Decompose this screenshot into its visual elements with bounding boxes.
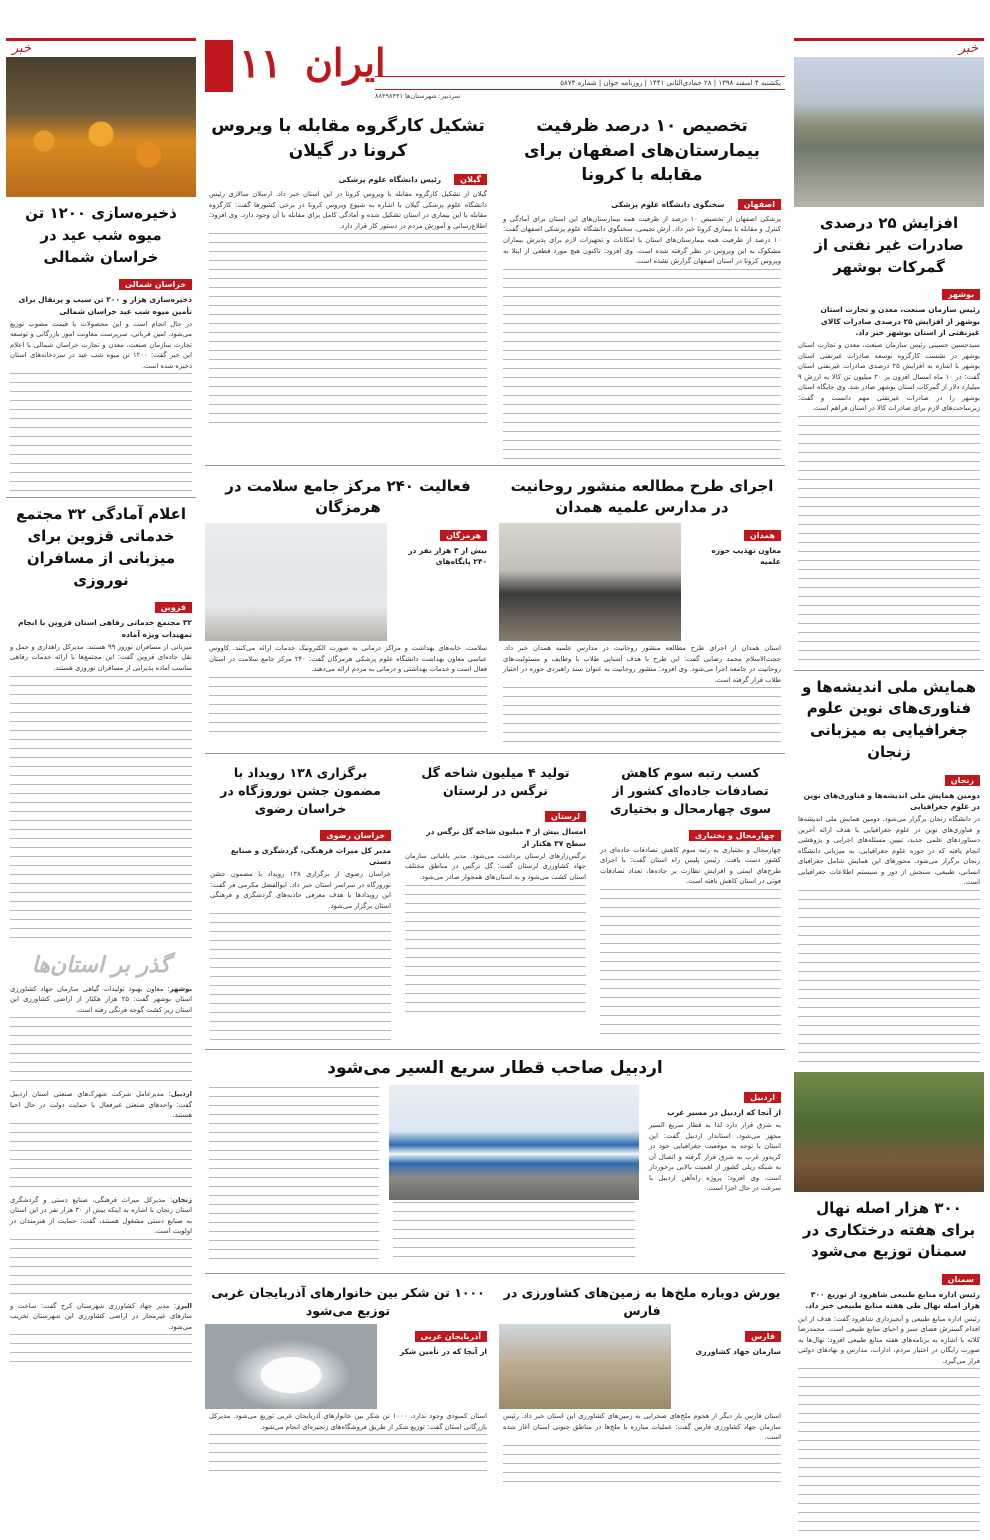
left-column <box>6 38 196 1366</box>
headline-bushehr-exports: افزایش ۲۵ درصدی صادرات غیر نفتی از گمرکات بوشهر <box>814 214 964 276</box>
body-khorasan-shomali: در حال انجام است و این محصولات با قیمت مصوب توزیع می‌شود. امین قربانی، سرپرست معاونت امور بازرگانی و توسعه تجارت سازمان صنعت، معدن و تجارت خراسان شمالی با اعلام این خبر گفت: ۱۲۰۰ تن میوه شب عید در سردخانه‌های استان ذخیره شده است. <box>10 319 193 370</box>
headline-khorasan-razavi: برگزاری ۱۳۸ رویداد با مضمون جشن نوروزگاه در خراسان رضوی <box>220 765 381 817</box>
body-fars-continued <box>503 1445 781 1485</box>
headline-qazvin: اعلام آمادگی ۳۲ مجتمع خدماتی قزوین برای میزبانی از مسافران نوروزی <box>16 505 186 589</box>
headline-khorasan-shomali: ذخیره‌سازی ۱۲۰۰ تن میوه شب عید در خراسان شمالی <box>25 204 177 266</box>
lead-lorestan: امسال بیش از ۴ میلیون شاخه گل نرگس در سطح ۳۷ هکتار از <box>426 827 586 848</box>
port-containers-photo <box>794 57 984 207</box>
brief-item: اردبیل: مدیرعامل شرکت شهرک‌های صنعتی استان اردبیل گفت: واحدهای صنعتی غیرفعال با حمایت دولت در حال احیا هستند. <box>10 1090 192 1120</box>
body-zanjan: در دانشگاه زنجان برگزار می‌شود. دومین همایش ملی اندیشه‌ها و فناوری‌های نوین در علوم جغرافیایی با هدف ارائه آخرین دستاوردهای علمی جدید، تبیین مسئله‌های اجرایی و پژوهشی انجام یافته که در حوزه علوم جغرافیایی، به میزبانی دانشگاه زنجان برگزار می‌شود. محورهای این همایش شامل جغرافیای انسانی، طبیعی، سنجش از دور و سیستم اطلاعات جغرافیایی است. <box>798 815 980 887</box>
story-gilan <box>205 108 491 461</box>
story-fars <box>499 1278 785 1487</box>
brand-name: ایران <box>305 40 386 85</box>
tag-khorasan-razavi: خراسان رضوی <box>320 830 391 841</box>
body-qazvin: میزبانی از مسافران نوروز ۹۹ هستند. مدیرکل راهداری و حمل و نقل جاده‌ای قزوین گفت: این مجتمع‌ها با ارائه خدمات رفاهی مناسب آماده پذیرایی از مسافران نوروزی هستند. <box>10 642 192 672</box>
divider <box>205 753 785 754</box>
body-lorestan-continued <box>405 885 586 1015</box>
body-gilan-continued <box>209 233 487 423</box>
subtag-gilan: رئیس دانشگاه علوم پزشکی <box>338 175 442 185</box>
fruit-storage-photo <box>6 57 196 197</box>
lead-ardabil: از آنجا که اردبیل در مسیر غرب <box>667 1107 781 1117</box>
body-hormozgan-continued <box>209 677 487 737</box>
headline-hormozgan: فعالیت ۲۴۰ مرکز جامع سلامت در هرمزگان <box>225 476 471 517</box>
brief-continued <box>10 1123 192 1193</box>
body-zanjan-continued <box>798 890 980 1070</box>
divider <box>794 670 984 671</box>
tag-bushehr: بوشهر <box>942 289 980 300</box>
brief-continued <box>10 1017 192 1087</box>
locust-field-photo <box>499 1324 671 1409</box>
story-hamedan <box>499 470 785 750</box>
divider <box>205 1049 785 1050</box>
body-ardabil-continued-b <box>209 1087 379 1267</box>
subtag-fars: سازمان جهاد کشاورزی <box>695 1347 781 1357</box>
story-azarbaijan <box>205 1278 491 1487</box>
body-azarbaijan: استان کمبودی وجود ندارد، ۱۰۰۰ تن شکر بین خانوارهای آذربایجان غربی توزیع می‌شود. مدیرکل بازرگانی استان گفت: توزیع شکر از طریق فروشگاه‌های زنجیره‌ای انجام می‌شود. <box>209 1412 487 1431</box>
brief-place: اردبیل <box>170 1090 192 1099</box>
story-chaharmahal <box>596 758 785 1045</box>
tag-fars: فارس <box>745 1331 781 1342</box>
headline-fars: یورش دوباره ملخ‌ها به زمین‌های کشاورزی در فارس <box>503 1284 781 1318</box>
lead-hormozgan: بیش از ۳ هزار نفر در ۲۴۰ پایگاه‌های <box>408 546 487 567</box>
body-bushehr-continued <box>798 416 980 666</box>
brief-place: زنجان <box>172 1195 193 1204</box>
tag-qazvin: قزوین <box>155 602 192 613</box>
divider <box>205 1273 785 1274</box>
subtag-hamedan: معاون تهذیب حوزه علمیه <box>711 546 781 567</box>
headline-zanjan-geography: همایش ملی اندیشه‌ها و فناوری‌های نوین علوم جغرافیایی به میزبانی زنجان <box>802 677 976 761</box>
headline-chaharmahal: کسب رتبه سوم کاهش تصادفات جاده‌ای کشور از سوی چهارمحال و بختیاری <box>609 765 772 817</box>
tag-chaharmahal: چهارمحال و بختیاری <box>689 830 781 841</box>
lead-bushehr: رئیس سازمان صنعت، معدن و تجارت استان بوشهر از افزایش ۲۵ درصدی صادرات کالای غیرنفتی از استان بوشهر خبر داد. <box>820 305 980 337</box>
headline-isfahan: تخصیص ۱۰ درصد ظرفیت بیمارستان‌های اصفهان برای مقابله با کرونا <box>524 116 760 186</box>
tag-lorestan: لرستان <box>545 811 586 822</box>
headline-gilan: تشکیل کارگروه مقابله با ویروس کرونا در گیلان <box>211 116 485 161</box>
body-ardabil-continued-a <box>393 1202 635 1262</box>
headline-lorestan: تولید ۴ میلیون شاخه گل نرگس در لرستان <box>421 765 570 799</box>
lead-khorasan-razavi: مدیر کل میراث فرهنگی، گردشگری و صنایع دستی <box>230 845 391 866</box>
body-chaharmahal: چهارمحال و بختیاری به رتبه سوم کاهش تصادفات جاده‌ای در کشور دست یافت. رئیس پلیس راه استان گفت: با اجرای طرح‌های ایمنی و افزایش نظارت بر جاده‌ها، تعداد تصادفات فوتی در استان کاهش یافته است. <box>600 845 781 886</box>
brief-text: مدیرعامل شرکت شهرک‌های صنعتی استان اردبیل گفت: واحدهای صنعتی غیرفعال با حمایت دولت در حال احیا هستند. <box>10 1090 192 1120</box>
brief-place: بوشهر <box>169 984 192 993</box>
main-area <box>205 38 785 1487</box>
brief-item: البرز: مدیر جهاد کشاورزی شهرستان کرج گفت: ساخت و سازهای غیرمجاز در اراضی کشاورزی این شهرستان تخریب می‌شود. <box>10 1301 193 1331</box>
brand-number: ۱۱ <box>239 40 282 87</box>
right-column <box>794 38 984 1540</box>
brief-text: مدیرکل میراث فرهنگی، صنایع دستی و گردشگری استان زنجان با اشاره به اینکه بیش از ۳۰ هزار نفر در این استان به صنایع دستی مشغول هستند، گفت: حمایت از هنرمندان در اولویت است. <box>10 1195 193 1236</box>
body-hamedan-continued <box>503 687 781 747</box>
body-hamedan: استان همدان از اجرای طرح مطالعه منشور روحانیت در مدارس علمیه همدان خبر داد. حجت‌الاسلام محمد رضایی گفت: این طرح با هدف آشنایی طلاب با وظایف و مسئولیت‌های روحانیت در جامعه اجرا می‌شود. وی افزود: منشور روحانیت به عنوان سند راهبردی حوزه در اختیار طلاب قرار گرفته است. <box>503 644 781 684</box>
issue-date: یکشنبه ۴ اسفند ۱۳۹۸ | ۲۸ جمادی‌الثانی ۱۴۴۱ | روزنامه جوان | شماره ۵۸۷۴ <box>560 79 781 87</box>
brief-item: بوشهر: معاون بهبود تولیدات گیاهی سازمان جهاد کشاورزی استان بوشهر گفت: ۲۵ هزار هکتار از اراضی کشاورزی این استان زیر کشت گوجه فرنگی رفته است. <box>10 984 192 1014</box>
tag-khorasan-shomali: خراسان شمالی <box>119 279 192 290</box>
high-speed-train-photo <box>389 1085 639 1200</box>
body-isfahan-continued <box>503 269 781 459</box>
tree-planting-photo <box>794 1072 984 1192</box>
story-khorasan-razavi <box>206 758 395 1045</box>
body-azarbaijan-continued <box>209 1434 487 1474</box>
tag-gilan: گیلان <box>454 174 487 185</box>
body-qazvin-continued <box>10 676 192 946</box>
editor-line: سردبیر: شهرستان‌ها ۸۸۴۹۸۴۴۱ <box>375 92 461 100</box>
body-bushehr: سیدحسین حسینی رئیس سازمان صنعت، معدن و تجارت استان بوشهر در نشست کارگروه توسعه صادرات غیرنفتی استان بوشهر با اشاره به افزایش ۲۵ درصدی صادرات غیرنفتی استان گفت: در ۱۰ ماه امسال افزون بر ۲۰ میلیون تن کالا به ارزش ۹ میلیارد دلار از گمرکات استان بوشهر صادر شد. وی جایگاه استان بوشهر را در صادرات غیرنفتی مهم دانست و گفت: زیرساخت‌های لازم برای صادرات کالا در استان فراهم است. <box>798 341 980 413</box>
body-hormozgan: سلامت، خانه‌های بهداشت و مراکز درمانی به صورت الکترونیک خدمات ارائه می‌کنند. کاووس عباسی معاون بهداشت دانشگاه علوم پزشکی هرمزگان گفت: ۲۴۰ مرکز جامع سلامت در استان فعال است و خدمات بهداشتی و درمانی به مردم ارائه می‌دهند. <box>209 644 487 674</box>
lead-qazvin: ۳۲ مجتمع خدماتی رفاهی استان قزوین با انجام تمهیدات ویژه آماده <box>18 618 192 639</box>
tag-azarbaijan: آذربایجان غربی <box>415 1331 487 1342</box>
brief-continued <box>10 1334 192 1364</box>
divider <box>6 497 196 498</box>
body-khorasan-razavi: خراسان رضوی از برگزاری ۱۳۸ رویداد با مضمون جشن نوروزگاه در سراسر استان خبر داد. ابوالفضل مکرمی فر گفت: این رویدادها با هدف معرفی جاذبه‌های گردشگری و فرهنگی استان برگزار می‌شود. <box>210 870 392 910</box>
brief-item: زنجان: مدیرکل میراث فرهنگی، صنایع دستی و گردشگری استان زنجان با اشاره به اینکه بیش از ۳۰ هزار نفر در این استان به صنایع دستی مشغول هستند، گفت: حمایت از هنرمندان در اولویت است. <box>10 1195 193 1236</box>
story-ardabil <box>205 1056 785 1269</box>
seminary-classroom-photo <box>499 523 681 641</box>
brief-text: مدیر جهاد کشاورزی شهرستان کرج گفت: ساخت و سازهای غیرمجاز در اراضی کشاورزی این شهرستان تخریب می‌شود. <box>10 1301 192 1331</box>
section-label-left: خبر <box>6 38 196 57</box>
story-hormozgan <box>205 470 491 750</box>
headline-azarbaijan: ۱۰۰۰ تن شکر بین خانوارهای آذربایجان غربی توزیع می‌شود <box>211 1284 485 1318</box>
story-lorestan <box>401 758 590 1045</box>
gozar-section-title: گذر بر استان‌ها <box>31 951 171 978</box>
lead-khorasan-shomali: ذخیره‌سازی هزار و ۲۰۰ تن سیب و پرتقال برای تأمین میوه شب عید خراسان شمالی <box>18 295 192 316</box>
brief-text: معاون بهبود تولیدات گیاهی سازمان جهاد کشاورزی استان بوشهر گفت: ۲۵ هزار هکتار از اراضی کشاورزی این استان زیر کشت گوجه فرنگی رفته است. <box>10 984 192 1014</box>
body-isfahan: پزشکی اصفهان از تخصیص ۱۰ درصد از ظرفیت همه بیمارستان‌های این استان برای آمادگی و کنترل و مقابله با بیماری کرونا خبر داد. آرش نجیمی، سخنگوی دانشگاه علوم پزشکی اصفهان گفت: ۱۰ درصد از ظرفیت همه بیمارستان‌های استان با امکانات و تجهیزات لازم برای پذیرش بیماران مشکوک به این ویروس در نظر گرفته شده است. وی افزود: تاکنون هیچ مورد قطعی از ابتلا به ویروس کرونا در استان اصفهان گزارش نشده است. <box>503 214 781 266</box>
body-chaharmahal-continued <box>600 889 781 1039</box>
headline-ardabil: اردبیل صاحب قطار سریع السیر می‌شود <box>327 1058 663 1079</box>
body-ardabil: به شرق قرار دارد لذا به قطار سریع السیر مجهز می‌شود. استاندار اردبیل گفت: این استان با توجه به موقعیت جغرافیایی خود در کریدور غرب به شرق قرار گرفته و اتصال آن به شبکه ریلی کشور از اهمیت بالایی برخوردار است. وی افزود: پروژه راه‌آهن اردبیل با سرعت در حال اجرا است. <box>649 1121 781 1193</box>
body-khorasan-razavi-continued <box>210 913 391 1043</box>
sugar-photo <box>205 1324 377 1409</box>
brief-place: البرز <box>176 1301 193 1310</box>
tag-zanjan: زنجان <box>945 775 980 786</box>
section-label-right: خبر <box>794 38 984 57</box>
tag-hormozgan: هرمزگان <box>440 530 487 541</box>
body-lorestan: نرگس‌زارهای لرستان برداشت می‌شود. مدیر باغبانی سازمان جهاد کشاورزی لرستان گفت: گل نرگس در مناطق مختلف استان کشت می‌شود و به استان‌های همجوار صادر می‌شود. <box>405 851 586 882</box>
body-semnan: رئیس اداره منابع طبیعی و آبخیزداری شاهرود گفت: هدف از این اقدام گسترش فضای سبز و احیای منابع طبیعی است. محمدرضا کلاته با اشاره به برنامه‌های هفته منابع طبیعی افزود: نهال‌ها به صورت رایگان در اختیار مردم، ادارات، مدارس و نهادهای دولتی قرار می‌گیرد. <box>798 1314 980 1365</box>
body-gilan: گیلان از تشکیل کارگروه مقابله با ویروس کرونا در این استان خبر داد. ارسلان سالاری رئیس دانشگاه علوم پزشکی گیلان با اشاره به شیوع ویروس کرونا در برخی کشورها گفت: کارگروه مقابله با این بیماری در استان تشکیل شده و آمادگی کامل برای مقابله با آن وجود دارد. وی افزود: اطلاع‌رسانی و آموزش مردم در دستور کار قرار دارد. <box>209 190 487 230</box>
briefs-list <box>6 984 196 1365</box>
tag-isfahan: اصفهان <box>738 199 781 210</box>
brief-continued <box>10 1239 192 1299</box>
headline-hamedan: اجرای طرح مطالعه منشور روحانیت در مدارس علمیه همدان <box>510 476 774 517</box>
story-isfahan <box>499 108 785 461</box>
divider <box>205 465 785 466</box>
lead-zanjan: دومین همایش ملی اندیشه‌ها و فناوری‌های نوین در علوم جغرافیایی <box>803 790 980 811</box>
lead-azarbaijan: از آنجا که در تأمین شکر <box>399 1347 487 1357</box>
headline-semnan-saplings: ۳۰۰ هزار اصله نهال برای هفته درختکاری در سمنان توزیع می‌شود <box>802 1198 976 1261</box>
body-semnan-continued <box>798 1368 980 1538</box>
tag-ardabil: اردبیل <box>744 1092 781 1103</box>
subtag-isfahan: سخنگوی دانشگاه علوم پزشکی <box>611 199 725 209</box>
tag-semnan: سمنان <box>942 1274 980 1285</box>
tag-hamedan: همدان <box>744 530 781 541</box>
health-center-photo <box>205 523 387 641</box>
body-khorasan-shomali-continued <box>10 373 192 493</box>
body-fars: استان فارس بار دیگر از هجوم ملخ‌های صحرایی به زمین‌های کشاورزی این استان خبر داد. رئیس سازمان جهاد کشاورزی فارس گفت: عملیات مبارزه با ملخ‌ها در مناطق جنوبی استان آغاز شده است. <box>503 1412 781 1442</box>
lead-semnan: رئیس اداره منابع طبیعی شاهرود از توزیع ۳۰۰ هزار اصله نهال طی هفته منابع طبیعی خبر داد. <box>805 1290 980 1311</box>
